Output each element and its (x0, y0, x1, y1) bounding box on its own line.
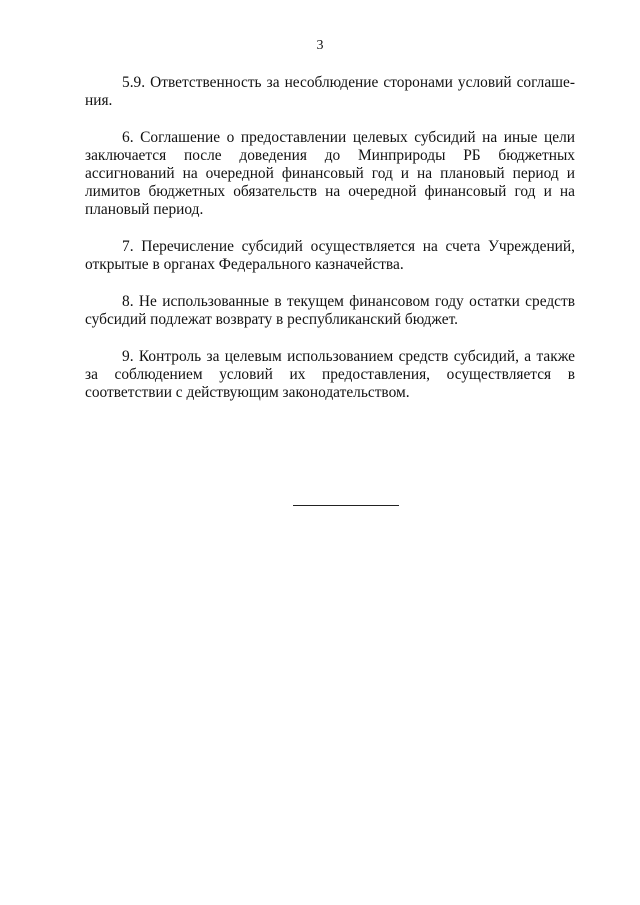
document-body (85, 74, 575, 421)
page-number: 3 (316, 38, 324, 53)
paragraph-8: 8. Не использованные в текущем финансовом году остатки средств субсидий подлежат возврату в республиканский бюджет. (85, 293, 575, 328)
end-divider-line (293, 505, 399, 506)
paragraph-5-9: 5.9. Ответственность за несоблюдение сторонами условий соглашения. (85, 74, 575, 109)
paragraph-9: 9. Контроль за целевым использованием средств субсидий, а также за соблюдением условий их предоставления, осуществляется в соответствии с действующим законодательством. (85, 348, 575, 401)
paragraph-6: 6. Соглашение о предоставлении целевых субсидий на иные цели заключается после доведения до Минприроды РБ бюджетных ассигнований на очередной финансовый год и на плановый период и лимитов бюджетных обязательств на очередной финансовый год и на плановый период. (85, 129, 575, 218)
paragraph-7: 7. Перечисление субсидий осуществляется на счета Учреждений, открытые в органах Федерального казначейства. (85, 238, 575, 273)
